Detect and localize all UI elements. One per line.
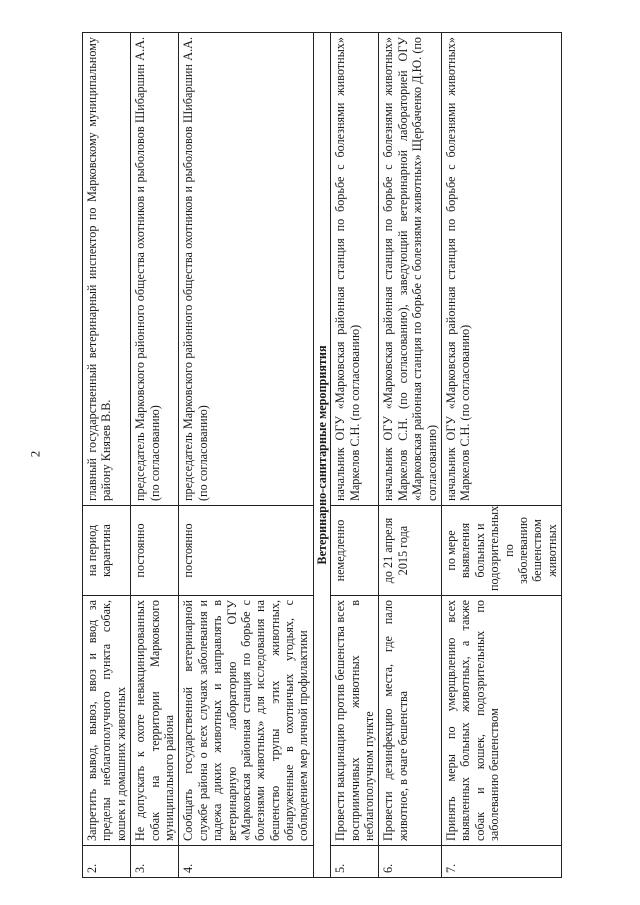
page-number: 2 [27,450,43,458]
row-responsible: начальник ОГУ «Марковская районная станция по борьбе с болезнями животных» Маркелов С.Н. (по согласованию) [331,33,379,506]
row-number: 5. [331,846,379,878]
row-term: постоянно [131,506,179,596]
row-number: 7. [441,846,561,878]
measures-table [82,32,562,878]
row-number: 3. [131,846,179,878]
row-responsible: начальник ОГУ «Марковская районная станция по борьбе с болезнями животных» Маркелов С.Н. (по согласованию) [441,33,561,506]
row-action: Провести дезинфекцию места, где пало животное, в очаге бешенства [379,596,442,846]
table-row [379,33,442,878]
row-term: немедленно [331,506,379,596]
table-row [441,33,561,878]
row-term: до 21 апреля 2015 года [379,506,442,596]
table-row [179,33,314,878]
row-number: 2. [83,846,131,878]
row-action: Принять меры по умерщвлению всех выявленных больных животных, а также собак и кошек, подозрительных по заболеванию бешенством [441,596,561,846]
table-row [331,33,379,878]
row-number: 4. [179,846,314,878]
row-action: Провести вакцинацию против бешенства всех восприимчивых животных в неблагополучном пункте [331,596,379,846]
row-term: постоянно [179,506,314,596]
rotated-table-wrapper [82,33,559,878]
row-number: 6. [379,846,442,878]
row-responsible: начальник ОГУ «Марковская районная станция по борьбе с болезнями животных» Маркелов С.Н. (по согласованию), заведующий ветеринарной лабораторией ОГУ «Марковская районная станция по борьбе с болезнями животных» Щербаченко Д.Ю. (по согласованию) [379,33,442,506]
row-responsible: председатель Марковского районного общества охотников и рыболовов Шибаршин А.А. (по согласованию) [131,33,179,506]
row-term: по мере выявления больных и подозрительных по заболеванию бешенством животных [441,506,561,596]
section-title: Ветеринарно-санитарные мероприятия [313,33,330,878]
row-responsible: председатель Марковского районного общества охотников и рыболовов Шибаршин А.А. (по согласованию) [179,33,314,506]
row-term: на период карантина [83,506,131,596]
table-row [83,33,131,878]
row-action: Не допускать к охоте невакцинированных собак на территории Марковского муниципального района [131,596,179,846]
section-header-row [313,33,330,878]
table-row [131,33,179,878]
row-action: Сообщать государственной ветеринарной службе района о всех случаях заболевания и падежа диких животных и направлять в ветеринарную лабораторию ОГУ «Марковская районная станция по борьбе с болезнями животных» для исследования на бешенство трупы этих животных, обнаруженные в охотничьих угодьях, с соблюдением мер личной профилактики [179,596,314,846]
row-action: Запретить вывод, вывоз, ввоз и ввод за пределы неблагополучного пункта собак, кошек и домашних животных [83,596,131,846]
row-responsible: главный государственный ветеринарный инспектор по Марковскому муниципальному району Князев В.В. [83,33,131,506]
